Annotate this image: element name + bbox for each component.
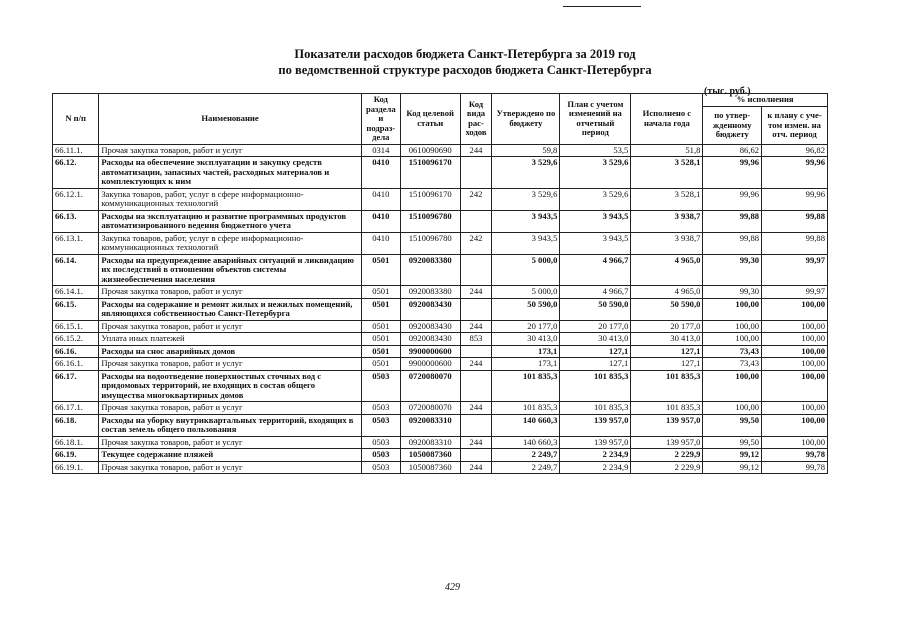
row-percent-plan: 99,97 [762, 286, 828, 299]
row-number: 66.14. [53, 254, 99, 286]
header-expense-kind-code: Код вида рас-ходов [460, 94, 492, 145]
row-target-code: 0920083430 [400, 298, 460, 320]
row-approved-value: 173,1 [492, 358, 560, 371]
row-approved-value: 2 249,7 [492, 461, 560, 474]
table-row [53, 345, 828, 358]
table-row [53, 210, 828, 232]
row-executed-value: 3 528,1 [631, 188, 703, 210]
row-number: 66.11.1. [53, 144, 99, 157]
row-section-code: 0503 [361, 461, 400, 474]
row-target-code: 0720080070 [400, 402, 460, 415]
row-name: Закупка товаров, работ, услуг в сфере информационно-коммуникационных технологий [99, 232, 361, 254]
row-name: Уплата иных платежей [99, 333, 361, 346]
row-number: 66.16. [53, 345, 99, 358]
row-number: 66.15. [53, 298, 99, 320]
row-number: 66.13.1. [53, 232, 99, 254]
row-expense-kind-code: 244 [460, 358, 492, 371]
row-percent-approved: 99,30 [703, 286, 762, 299]
row-target-code: 0920083380 [400, 254, 460, 286]
row-section-code: 0503 [361, 414, 400, 436]
row-expense-kind-code: 244 [460, 320, 492, 333]
row-executed-value: 2 229,9 [631, 449, 703, 462]
row-percent-approved: 99,12 [703, 449, 762, 462]
row-name: Прочая закупка товаров, работ и услуг [99, 402, 361, 415]
row-approved-value: 30 413,0 [492, 333, 560, 346]
row-expense-kind-code [460, 157, 492, 189]
row-plan-value: 101 835,3 [560, 370, 631, 402]
row-approved-value: 140 660,3 [492, 414, 560, 436]
row-percent-approved: 99,88 [703, 232, 762, 254]
row-executed-value: 50 590,0 [631, 298, 703, 320]
row-name: Расходы на обеспечение эксплуатации и закупку средств автоматизации, запасных частей, расходных материалов и комплектующих к ним [99, 157, 361, 189]
row-target-code: 0920083310 [400, 436, 460, 449]
row-number: 66.16.1. [53, 358, 99, 371]
row-approved-value: 5 000,0 [492, 254, 560, 286]
units-label: (тыс. руб.) [704, 86, 751, 97]
table-row [53, 402, 828, 415]
title-line-1: Показатели расходов бюджета Санкт-Петербурга за 2019 год [294, 47, 636, 61]
row-target-code: 1510096170 [400, 188, 460, 210]
header-percent-plan: к плану с уче-том измен. на отч. период [762, 107, 828, 145]
row-section-code: 0503 [361, 436, 400, 449]
row-number: 66.17. [53, 370, 99, 402]
row-approved-value: 3 943,5 [492, 210, 560, 232]
row-executed-value: 4 965,0 [631, 286, 703, 299]
row-approved-value: 20 177,0 [492, 320, 560, 333]
row-percent-approved: 100,00 [703, 320, 762, 333]
row-name: Прочая закупка товаров, работ и услуг [99, 436, 361, 449]
row-expense-kind-code: 244 [460, 461, 492, 474]
row-section-code: 0501 [361, 358, 400, 371]
header-target-code: Код целевой статьи [400, 94, 460, 145]
row-expense-kind-code: 244 [460, 286, 492, 299]
row-percent-plan: 100,00 [762, 298, 828, 320]
row-target-code: 0920083430 [400, 320, 460, 333]
header-section-code: Код раздела и подраз-дела [361, 94, 400, 145]
table-row [53, 298, 828, 320]
row-percent-plan: 99,78 [762, 461, 828, 474]
table-row [53, 254, 828, 286]
table-body [53, 144, 828, 474]
row-executed-value: 139 957,0 [631, 414, 703, 436]
row-name: Расходы на уборку внутриквартальных территорий, входящих в состав земель общего пользования [99, 414, 361, 436]
row-expense-kind-code: 244 [460, 402, 492, 415]
row-number: 66.14.1. [53, 286, 99, 299]
row-section-code: 0501 [361, 298, 400, 320]
table-row [53, 320, 828, 333]
row-section-code: 0410 [361, 188, 400, 210]
row-section-code: 0501 [361, 286, 400, 299]
row-plan-value: 101 835,3 [560, 402, 631, 415]
row-number: 66.19. [53, 449, 99, 462]
table-row [53, 449, 828, 462]
row-name: Расходы на эксплуатацию и развитие программных продуктов автоматизированного ведения бюджетного учета [99, 210, 361, 232]
table-row [53, 461, 828, 474]
row-plan-value: 4 966,7 [560, 286, 631, 299]
row-plan-value: 4 966,7 [560, 254, 631, 286]
row-section-code: 0503 [361, 402, 400, 415]
row-plan-value: 3 529,6 [560, 157, 631, 189]
row-number: 66.15.1. [53, 320, 99, 333]
row-number: 66.15.2. [53, 333, 99, 346]
row-executed-value: 101 835,3 [631, 370, 703, 402]
row-approved-value: 3 943,5 [492, 232, 560, 254]
row-executed-value: 139 957,0 [631, 436, 703, 449]
document-title [200, 46, 730, 78]
row-approved-value: 2 249,7 [492, 449, 560, 462]
row-target-code: 1050087360 [400, 461, 460, 474]
row-expense-kind-code: 242 [460, 232, 492, 254]
row-name: Расходы на содержание и ремонт жилых и нежилых помещений, являющихся собственностью Санкт-Петербурга [99, 298, 361, 320]
row-name: Прочая закупка товаров, работ и услуг [99, 144, 361, 157]
row-percent-plan: 100,00 [762, 320, 828, 333]
row-section-code: 0501 [361, 320, 400, 333]
row-section-code: 0503 [361, 370, 400, 402]
row-expense-kind-code [460, 254, 492, 286]
row-percent-approved: 99,96 [703, 157, 762, 189]
row-executed-value: 2 229,9 [631, 461, 703, 474]
row-executed-value: 127,1 [631, 358, 703, 371]
row-executed-value: 3 528,1 [631, 157, 703, 189]
row-approved-value: 3 529,6 [492, 188, 560, 210]
row-executed-value: 3 938,7 [631, 210, 703, 232]
row-number: 66.19.1. [53, 461, 99, 474]
row-percent-approved: 86,62 [703, 144, 762, 157]
row-target-code: 0920083430 [400, 333, 460, 346]
row-approved-value: 59,8 [492, 144, 560, 157]
row-percent-approved: 73,43 [703, 358, 762, 371]
row-number: 66.12. [53, 157, 99, 189]
row-expense-kind-code [460, 414, 492, 436]
row-plan-value: 2 234,9 [560, 449, 631, 462]
row-approved-value: 173,1 [492, 345, 560, 358]
row-target-code: 9900000600 [400, 358, 460, 371]
row-name: Прочая закупка товаров, работ и услуг [99, 358, 361, 371]
table-row [53, 358, 828, 371]
row-percent-plan: 99,96 [762, 188, 828, 210]
row-plan-value: 20 177,0 [560, 320, 631, 333]
row-name: Расходы на снос аварийных домов [99, 345, 361, 358]
row-percent-approved: 100,00 [703, 298, 762, 320]
row-plan-value: 2 234,9 [560, 461, 631, 474]
row-percent-plan: 100,00 [762, 370, 828, 402]
row-percent-plan: 100,00 [762, 345, 828, 358]
row-approved-value: 3 529,6 [492, 157, 560, 189]
row-percent-approved: 99,96 [703, 188, 762, 210]
row-plan-value: 139 957,0 [560, 436, 631, 449]
row-approved-value: 140 660,3 [492, 436, 560, 449]
row-name: Закупка товаров, работ, услуг в сфере информационно-коммуникационных технологий [99, 188, 361, 210]
row-name: Расходы на водоотведение поверхностных сточных вод с придомовых территорий, не входящих в состав общего имущества многоквартирных домов [99, 370, 361, 402]
row-section-code: 0314 [361, 144, 400, 157]
row-target-code: 1510096780 [400, 210, 460, 232]
header-number: N п/п [53, 94, 99, 145]
row-approved-value: 50 590,0 [492, 298, 560, 320]
row-expense-kind-code [460, 298, 492, 320]
header-executed: Исполнено с начала года [631, 94, 703, 145]
table-row [53, 333, 828, 346]
row-target-code: 9900000600 [400, 345, 460, 358]
header-plan: План с учетом изменений на отчетный период [560, 94, 631, 145]
row-percent-plan: 100,00 [762, 402, 828, 415]
row-percent-approved: 100,00 [703, 333, 762, 346]
top-rule [563, 6, 641, 7]
row-percent-approved: 100,00 [703, 370, 762, 402]
row-number: 66.17.1. [53, 402, 99, 415]
row-expense-kind-code [460, 370, 492, 402]
row-number: 66.18.1. [53, 436, 99, 449]
row-section-code: 0410 [361, 210, 400, 232]
table-row [53, 188, 828, 210]
row-plan-value: 139 957,0 [560, 414, 631, 436]
row-executed-value: 3 938,7 [631, 232, 703, 254]
row-percent-approved: 99,50 [703, 414, 762, 436]
row-expense-kind-code: 853 [460, 333, 492, 346]
row-section-code: 0410 [361, 232, 400, 254]
row-plan-value: 30 413,0 [560, 333, 631, 346]
row-name: Прочая закупка товаров, работ и услуг [99, 286, 361, 299]
row-target-code: 1510096780 [400, 232, 460, 254]
row-section-code: 0501 [361, 333, 400, 346]
table-row [53, 370, 828, 402]
row-plan-value: 127,1 [560, 358, 631, 371]
row-percent-approved: 100,00 [703, 402, 762, 415]
row-executed-value: 101 835,3 [631, 402, 703, 415]
row-target-code: 0920083380 [400, 286, 460, 299]
title-line-2: по ведомственной структуре расходов бюджета Санкт-Петербурга [278, 63, 652, 77]
row-percent-plan: 99,88 [762, 210, 828, 232]
row-executed-value: 30 413,0 [631, 333, 703, 346]
row-name: Расходы на предупреждение аварийных ситуаций и ликвидацию их последствий в отношении объектов системы жизнеобеспечения населения [99, 254, 361, 286]
row-name: Текущее содержание пляжей [99, 449, 361, 462]
row-number: 66.18. [53, 414, 99, 436]
row-target-code: 1510096170 [400, 157, 460, 189]
row-plan-value: 3 529,6 [560, 188, 631, 210]
row-percent-plan: 100,00 [762, 436, 828, 449]
row-number: 66.12.1. [53, 188, 99, 210]
row-approved-value: 5 000,0 [492, 286, 560, 299]
row-expense-kind-code: 242 [460, 188, 492, 210]
header-name: Наименование [99, 94, 361, 145]
row-percent-plan: 96,82 [762, 144, 828, 157]
row-section-code: 0503 [361, 449, 400, 462]
row-plan-value: 127,1 [560, 345, 631, 358]
row-percent-plan: 99,78 [762, 449, 828, 462]
header-percent-group: % исполнения [703, 94, 828, 107]
row-plan-value: 3 943,5 [560, 210, 631, 232]
row-percent-approved: 73,43 [703, 345, 762, 358]
row-name: Прочая закупка товаров, работ и услуг [99, 461, 361, 474]
row-percent-approved: 99,12 [703, 461, 762, 474]
row-section-code: 0501 [361, 254, 400, 286]
row-percent-plan: 99,88 [762, 232, 828, 254]
row-expense-kind-code [460, 449, 492, 462]
row-section-code: 0501 [361, 345, 400, 358]
row-name: Прочая закупка товаров, работ и услуг [99, 320, 361, 333]
page-number: 429 [445, 582, 460, 593]
row-percent-plan: 100,00 [762, 358, 828, 371]
row-plan-value: 53,5 [560, 144, 631, 157]
budget-table [52, 93, 828, 474]
row-executed-value: 51,8 [631, 144, 703, 157]
row-percent-approved: 99,30 [703, 254, 762, 286]
header-percent-approved: по утвер-жденному бюджету [703, 107, 762, 145]
row-percent-plan: 100,00 [762, 333, 828, 346]
row-expense-kind-code [460, 345, 492, 358]
row-percent-plan: 99,97 [762, 254, 828, 286]
row-percent-approved: 99,50 [703, 436, 762, 449]
row-executed-value: 20 177,0 [631, 320, 703, 333]
table-row [53, 157, 828, 189]
row-expense-kind-code [460, 210, 492, 232]
table-row [53, 414, 828, 436]
row-executed-value: 127,1 [631, 345, 703, 358]
row-plan-value: 3 943,5 [560, 232, 631, 254]
row-expense-kind-code: 244 [460, 436, 492, 449]
row-target-code: 0720080070 [400, 370, 460, 402]
table-row [53, 286, 828, 299]
table-row [53, 436, 828, 449]
row-target-code: 0610090690 [400, 144, 460, 157]
row-percent-plan: 99,96 [762, 157, 828, 189]
row-expense-kind-code: 244 [460, 144, 492, 157]
row-executed-value: 4 965,0 [631, 254, 703, 286]
row-percent-approved: 99,88 [703, 210, 762, 232]
table-row [53, 144, 828, 157]
row-target-code: 0920083310 [400, 414, 460, 436]
row-approved-value: 101 835,3 [492, 370, 560, 402]
row-section-code: 0410 [361, 157, 400, 189]
row-approved-value: 101 835,3 [492, 402, 560, 415]
row-percent-plan: 100,00 [762, 414, 828, 436]
row-number: 66.13. [53, 210, 99, 232]
header-approved: Утверждено по бюджету [492, 94, 560, 145]
table-row [53, 232, 828, 254]
row-target-code: 1050087360 [400, 449, 460, 462]
row-plan-value: 50 590,0 [560, 298, 631, 320]
